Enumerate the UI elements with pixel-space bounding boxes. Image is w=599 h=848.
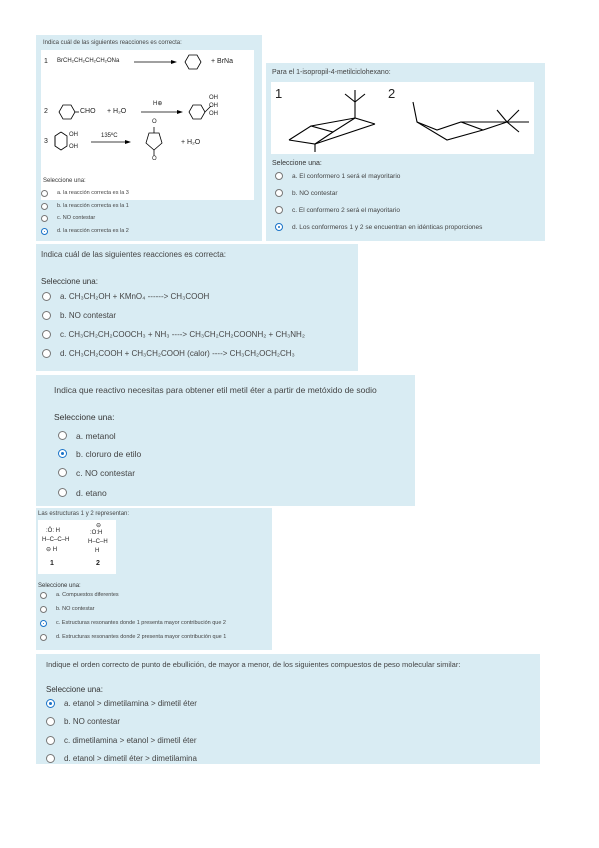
q3-option-label: a. CH₃CH₂OH + KMnO₄ ------> CH₃COOH — [60, 291, 210, 301]
q5-option-b[interactable] — [40, 606, 95, 613]
q5-option-b-radio[interactable] — [40, 606, 47, 613]
q2-option-c-radio[interactable] — [275, 206, 283, 214]
question-2-select-label: Seleccione una: — [272, 160, 322, 167]
question-4-card — [36, 375, 415, 506]
q3-option-a-radio[interactable] — [42, 292, 51, 301]
question-1-prompt: Indica cuál de las siguientes reacciones es correcta: — [43, 40, 182, 46]
question-6-select-label: Seleccione una: — [46, 685, 103, 694]
reaction-2-catalyst: H⊕ — [153, 101, 163, 107]
q3-option-label: c. CH₃CH₂CH₂COOCH₃ + NH₃ ----> CH₃CH₂CH₂COONH₂ + CH₃NH₂ — [60, 329, 305, 339]
q5-option-label: a. Compuestos diferentes — [56, 592, 119, 598]
q5-option-a[interactable] — [40, 592, 119, 599]
q6-option-b-radio[interactable] — [46, 717, 55, 726]
q4-option-label: c. NO contestar — [76, 467, 136, 478]
structure-2-line-4: H — [95, 548, 100, 554]
q5-option-label: d. Estructuras resonantes donde 2 presenta mayor contribución que 1 — [56, 634, 227, 640]
q4-option-b[interactable] — [58, 449, 141, 459]
reaction-2-product-oh-3: OH — [209, 111, 218, 117]
question-5-card — [36, 508, 272, 650]
q3-option-d[interactable] — [42, 349, 295, 358]
q2-option-b-radio[interactable] — [275, 189, 283, 197]
question-4-prompt: Indica que reactivo necesitas para obtener etil metil éter a partir de metóxido de sodio — [54, 385, 377, 395]
q6-option-a-radio[interactable] — [46, 699, 55, 708]
q1-option-d-radio[interactable] — [41, 228, 48, 235]
structure-1-line-2: H–C–C–H — [42, 537, 70, 543]
q4-option-a-radio[interactable] — [58, 431, 67, 440]
q5-option-label: b. NO contestar — [56, 606, 95, 612]
q1-option-c[interactable] — [41, 215, 95, 222]
q2-option-b[interactable] — [275, 189, 338, 197]
q1-option-label: c. NO contestar — [57, 215, 96, 221]
q2-option-label: a. El conformero 1 será el mayoritario — [292, 172, 401, 180]
question-3-select-label: Seleccione una: — [41, 277, 98, 286]
q6-option-label: c. dimetilamina > etanol > dimetil éter — [64, 735, 197, 745]
q2-option-label: d. Los conformeros 1 y 2 se encuentran en idénticas proporciones — [292, 223, 483, 231]
structure-1-line-1: :Ö: H — [46, 528, 61, 534]
conformer-2-label: 2 — [388, 86, 396, 101]
question-1-card — [36, 35, 262, 241]
q6-option-c[interactable] — [46, 736, 197, 745]
reaction-3-product-extra: + H₂O — [181, 139, 201, 146]
question-5-structures-image — [38, 520, 116, 574]
q2-option-d-radio[interactable] — [275, 223, 283, 231]
q4-option-label: b. cloruro de etilo — [76, 448, 142, 459]
q1-option-label: a. la reacción correcta es la 3 — [57, 190, 129, 196]
reaction-3-ketone-o-bottom: O — [152, 156, 157, 162]
reaction-2-product-oh-1: OH — [209, 95, 218, 101]
q6-option-b[interactable] — [46, 717, 120, 726]
reaction-1-product-extra: + BrNa — [211, 58, 233, 65]
reaction-2-product-oh-2: OH — [209, 103, 218, 109]
reaction-3-oh-1: OH — [69, 132, 78, 138]
q2-option-a[interactable] — [275, 172, 400, 180]
q3-option-d-radio[interactable] — [42, 349, 51, 358]
reaction-2-reagent: + H₂O — [107, 108, 127, 115]
reaction-3-ketone-o-top: O — [152, 119, 157, 125]
q2-option-a-radio[interactable] — [275, 172, 283, 180]
q5-option-c-radio[interactable] — [40, 620, 47, 627]
q2-option-c[interactable] — [275, 206, 400, 214]
q1-option-a-radio[interactable] — [41, 190, 48, 197]
q6-option-label: b. NO contestar — [64, 716, 121, 726]
structure-2-label: 2 — [96, 560, 100, 567]
q6-option-label: a. etanol > dimetilamina > dimetil éter — [64, 698, 197, 708]
question-3-prompt: Indica cuál de las siguientes reacciones es correcta: — [41, 250, 226, 259]
q6-option-d[interactable] — [46, 754, 197, 763]
reaction-3-oh-2: OH — [69, 144, 78, 150]
q3-option-c[interactable] — [42, 330, 305, 339]
q4-option-d-radio[interactable] — [58, 488, 67, 497]
q3-option-label: d. CH₃CH₂COOH + CH₃CH₂COOH (calor) ----> CH₃CH₂OCH₂CH₃ — [60, 348, 295, 358]
q5-option-a-radio[interactable] — [40, 592, 47, 599]
q2-option-label: b. NO contestar — [292, 189, 338, 197]
question-2-conformer-image — [271, 82, 534, 154]
question-1-select-label: Seleccione una: — [43, 178, 86, 184]
q3-option-b[interactable] — [42, 311, 116, 320]
q2-option-label: c. El conformero 2 será el mayoritario — [292, 206, 401, 214]
q1-option-label: b. la reacción correcta es la 1 — [57, 203, 129, 209]
reaction-2-aldehyde: CHO — [80, 108, 96, 115]
q1-option-c-radio[interactable] — [41, 215, 48, 222]
structure-2-line-3: H–C–H — [88, 539, 108, 545]
q1-option-label: d. la reacción correcta es la 2 — [57, 228, 129, 234]
q1-option-b[interactable] — [41, 203, 129, 210]
structure-1-label: 1 — [50, 560, 54, 567]
q5-option-d[interactable] — [40, 634, 226, 641]
structure-1-line-3: ⊖ H — [46, 547, 58, 553]
structure-2-line-1: ⊖ — [96, 523, 102, 529]
q6-option-d-radio[interactable] — [46, 754, 55, 763]
question-6-card — [36, 654, 540, 764]
q4-option-c[interactable] — [58, 468, 135, 478]
q3-option-c-radio[interactable] — [42, 330, 51, 339]
q4-option-b-radio[interactable] — [58, 449, 67, 458]
reaction-1-reactant: BrCH₂CH₂CH₂CH₂ONa — [57, 58, 120, 64]
question-2-prompt: Para el 1-isopropil-4-metilciclohexano: — [272, 69, 391, 76]
q6-option-c-radio[interactable] — [46, 736, 55, 745]
q1-option-d[interactable] — [41, 228, 129, 235]
reaction-2-number: 2 — [44, 108, 48, 115]
q4-option-label: a. metanol — [76, 430, 116, 441]
q3-option-a[interactable] — [42, 292, 209, 301]
question-5-prompt: Las estructuras 1 y 2 representan: — [38, 511, 130, 517]
q4-option-label: d. etano — [76, 487, 107, 498]
conformer-1-label: 1 — [275, 86, 283, 101]
structure-2-line-2: :O:H — [90, 530, 103, 536]
q4-option-a[interactable] — [58, 431, 116, 441]
q4-option-d[interactable] — [58, 488, 107, 498]
question-6-prompt: Indique el orden correcto de punto de ebullición, de mayor a menor, de los siguientes compuestos de peso molecular similar: — [46, 660, 461, 669]
reaction-3-condition: 135ºC — [101, 133, 118, 139]
q6-option-a[interactable] — [46, 699, 197, 708]
q1-option-b-radio[interactable] — [41, 203, 48, 210]
q5-option-c[interactable] — [40, 620, 226, 627]
question-2-card — [266, 63, 545, 241]
q2-option-d[interactable] — [275, 223, 482, 231]
q3-option-label: b. NO contestar — [60, 310, 117, 320]
conformer-drawings — [271, 82, 534, 154]
q1-option-a[interactable] — [41, 190, 129, 197]
reaction-3-number: 3 — [44, 138, 48, 145]
q4-option-c-radio[interactable] — [58, 468, 67, 477]
q5-option-d-radio[interactable] — [40, 634, 47, 641]
q6-option-label: d. etanol > dimetil éter > dimetilamina — [64, 753, 197, 763]
question-5-select-label: Seleccione una: — [38, 583, 81, 589]
reaction-1-number: 1 — [44, 58, 48, 65]
q5-option-label: c. Estructuras resonantes donde 1 presenta mayor contribución que 2 — [56, 620, 226, 626]
question-4-select-label: Seleccione una: — [54, 412, 115, 422]
q3-option-b-radio[interactable] — [42, 311, 51, 320]
